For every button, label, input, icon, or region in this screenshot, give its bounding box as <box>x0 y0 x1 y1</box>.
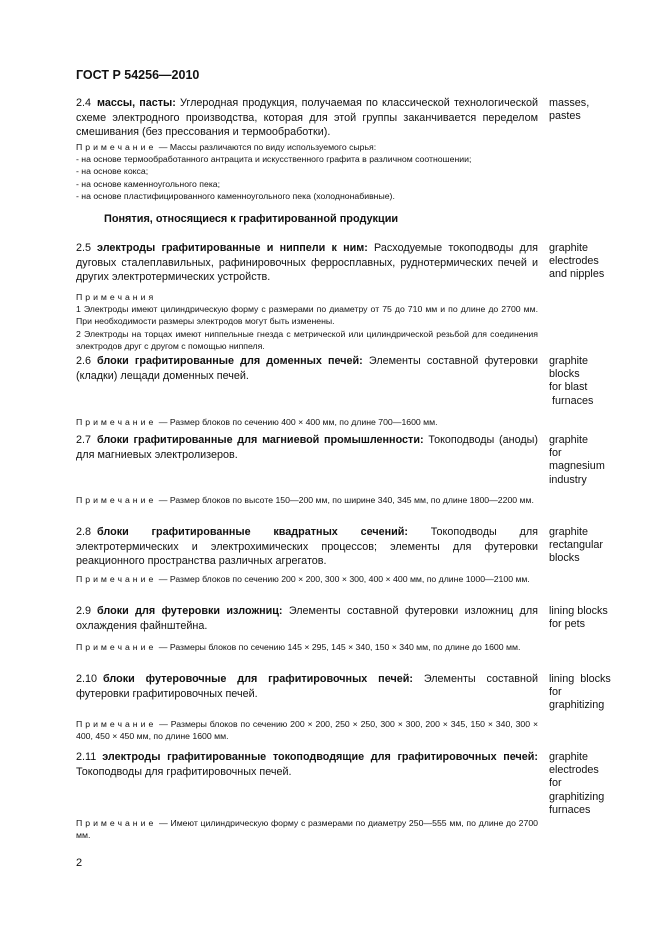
document-header: ГОСТ Р 54256—2010 <box>76 68 200 82</box>
english-equivalent-2-5: graphite electrodes and nipples <box>549 242 605 281</box>
term-number: 2.4 <box>76 97 92 109</box>
term-entry-2-7: 2.7 блоки графитированные для магниевой промышленности: Токоподводы (аноды) для магниевых электролизеров. <box>76 434 538 461</box>
term-entry-2-5: 2.5 электроды графитированные и ниппели к ним: Расходуемые токоподводы для дуговых сталеплавильных, рафинировочных ферросплавных, руднотермических печей и других электротермических устройств. <box>76 242 539 284</box>
note-2-4: Примечание — Массы различаются по виду используемого сырья: - на основе термообработанного антрацита и искусственного графита в различном соотношении; - на основе кокса; - на основе каменноугольного пека; - на основе пластифицированного каменноугольного пека (холоднонабивные). <box>76 142 472 201</box>
english-equivalent-2-9: lining blocks for pets <box>549 605 608 631</box>
term-name: массы, пасты: <box>97 97 176 109</box>
english-equivalent-2-8: graphite rectangular blocks <box>549 526 604 565</box>
english-equivalent-2-4: masses, pastes <box>549 97 590 123</box>
english-equivalent-2-7: graphite for magnesium industry <box>549 434 605 486</box>
term-entry-2-8: 2.8 блоки графитированные квадратных сечений: Токоподводы для электротермических и электрохимических процессов; элементы для футеровки реакционного пространства различных агрегатов. <box>76 526 538 568</box>
term-entry-2-6: 2.6 блоки графитированные для доменных печей: Элементы составной футеровки (кладки) лещади доменных печей. <box>76 355 538 382</box>
section-heading: Понятия, относящиеся к графитированной продукции <box>104 213 399 225</box>
note-2-8: Примечание — Размер блоков по сечению 200 × 200, 300 × 300, 400 × 400 мм, по длине 1000—2100 мм. <box>76 574 530 584</box>
term-entry-2-11: 2.11 электроды графитированные токоподводящие для графитировочных печей: Токоподводы для графитировочных печей. <box>76 751 538 778</box>
english-equivalent-2-6: graphite blocks for blast furnaces <box>549 355 594 407</box>
english-equivalent-2-11: graphite electrodes for graphitizing furnaces <box>549 751 605 816</box>
term-entry-2-9: 2.9 блоки для футеровки изложниц: Элементы составной футеровки изложниц для охлаждения файнштейна. <box>76 605 538 632</box>
note-2-11: Примечание — Имеют цилиндрическую форму с размерами по диаметру 250—555 мм, по длине до 2700 мм. <box>76 818 538 841</box>
term-entry-2-10: 2.10 блоки футеровочные для графитировочных печей: Элементы составной футеровки графитировочных печей. <box>76 673 539 700</box>
note-2-7: Примечание — Размер блоков по высоте 150—200 мм, по ширине 340, 345 мм, по длине 1800—2200 мм. <box>76 495 534 505</box>
english-equivalent-2-10: lining blocks for graphitizing <box>549 673 611 712</box>
note-2-6: Примечание — Размер блоков по сечению 400 × 400 мм, по длине 700—1600 мм. <box>76 417 438 427</box>
term-definition: Углеродная продукция, получаемая по классической технологической схеме электродного производства, которая для этой группы заканчивается переделом смешивания (без прессования и термообработки). <box>76 97 538 139</box>
page-number: 2 <box>76 857 83 869</box>
term-entry-2-4 <box>76 96 538 140</box>
note-2-10: Примечание — Размеры блоков по сечению 200 × 200, 250 × 250, 300 × 300, 200 × 345, 150 × 340, 300 × 400, 450 × 450 мм, по длине 1600 мм. <box>76 719 539 742</box>
notes-2-5: Примечания 1 Электроды имеют цилиндрическую форму с размерами по диаметру от 75 до 710 мм и по длине до 2700 мм. При необходимости размеры электродов могут быть изменены. 2 Электроды на торцах имеют ниппельные гнезда с метрической или цилиндрической резьбой для соединения электродов друг с другом с помощью ниппеля. <box>76 292 538 351</box>
note-2-9: Примечание — Размеры блоков по сечению 145 × 295, 145 × 340, 150 × 340 мм, по длине до 1600 мм. <box>76 642 521 652</box>
